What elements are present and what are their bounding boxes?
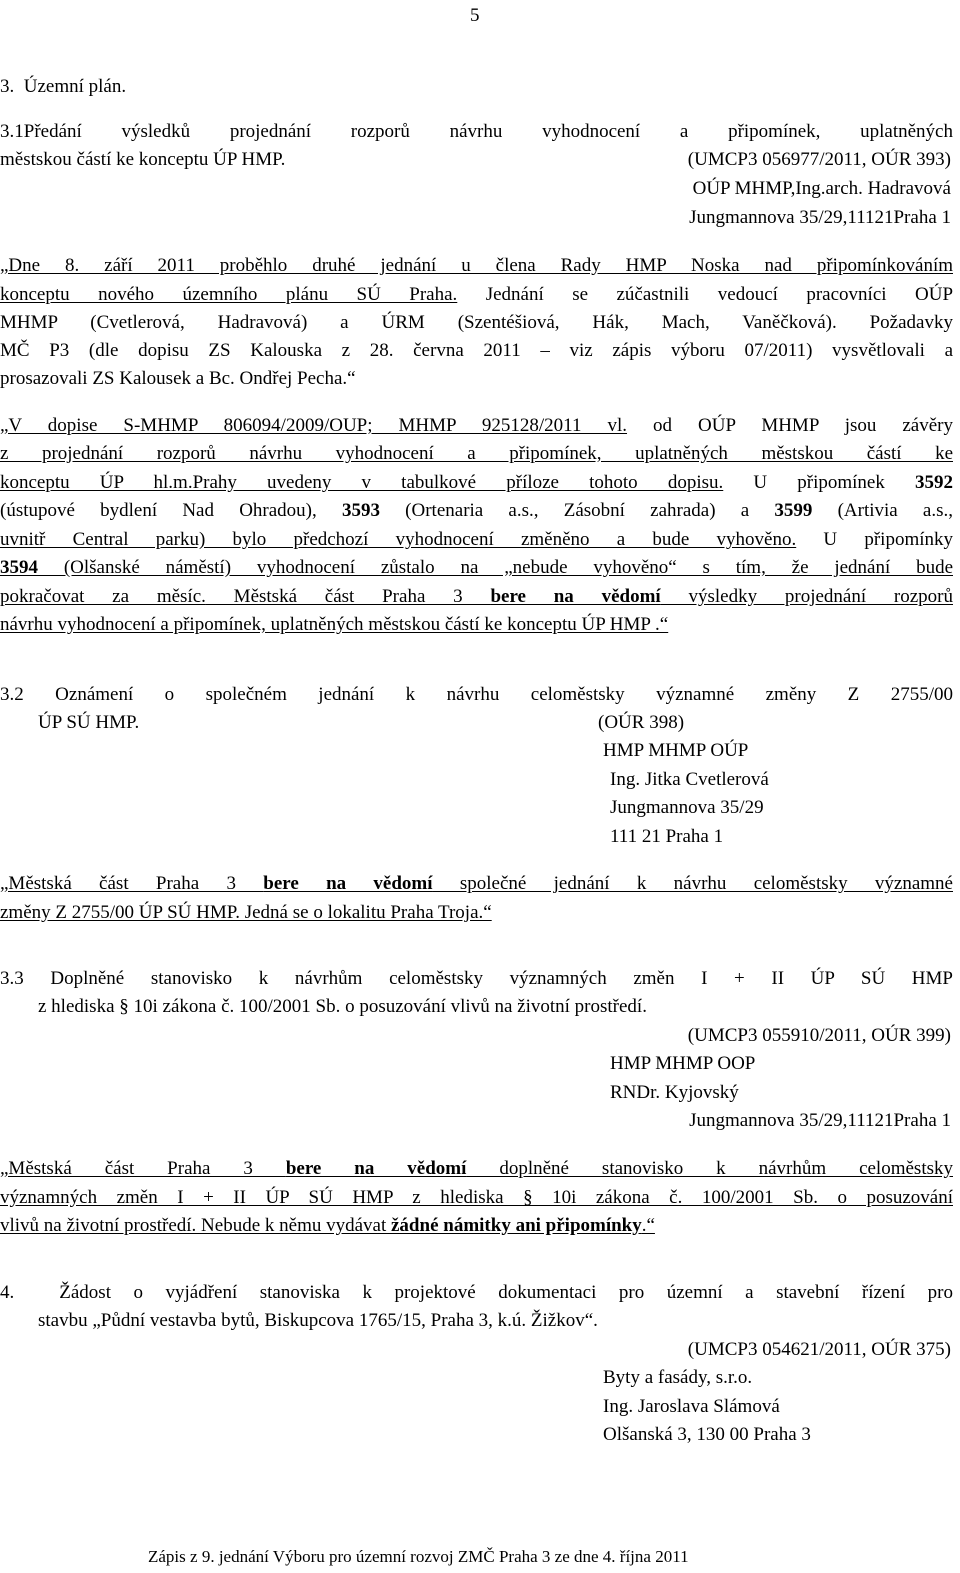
section4-address-street: Olšanská 3, 130 00 Praha 3 xyxy=(603,1424,811,1445)
text: (ústupové bydlení Nad Ohradou), xyxy=(0,500,342,521)
item31-para2-line xyxy=(0,499,953,523)
item33-para-line xyxy=(0,1157,953,1181)
underlined-text: „Dne 8. září 2011 proběhlo druhé jednání u člena Rady HMP Noska nad připomínkováním xyxy=(0,255,953,276)
section4-title: 4. Žádost o vyjádření stanoviska k projektové dokumentaci pro územní a stavební řízení pro xyxy=(0,1282,953,1303)
underlined-text: uvnitř Central parku) bylo předchozí vyhodnocení změněno a bude vyhověno. xyxy=(0,529,797,550)
item31-para2-line xyxy=(0,528,953,552)
item31-title-cont: městskou částí ke konceptu ÚP HMP. xyxy=(0,149,286,170)
underlined-text: .“ xyxy=(641,1215,655,1236)
item32-address-street: Jungmannova 35/29 xyxy=(610,797,764,818)
item31-para2-line xyxy=(0,556,953,580)
bold-number: 3592 xyxy=(915,472,953,493)
item31-address-office: OÚP MHMP,Ing.arch. Hadravová xyxy=(692,178,951,199)
bold-number: 3593 xyxy=(341,500,380,521)
page-footer: Zápis z 9. jednání Výboru pro územní rozvoj ZMČ Praha 3 ze dne 4. října 2011 xyxy=(148,1547,689,1566)
underlined-text: „Městská část Praha 3 xyxy=(0,873,264,894)
item33-reference: (UMCP3 055910/2011, OÚR 399) xyxy=(687,1025,951,1046)
item33-title: 3.3 Doplněné stanovisko k návrhům celoměstsky významných změn I + II ÚP SÚ HMP xyxy=(0,968,953,989)
section4-address-company: Byty a fasády, s.r.o. xyxy=(603,1367,753,1388)
bold-text: bere na vědomí xyxy=(285,1158,467,1179)
item33-title-cont: z hlediska § 10i zákona č. 100/2001 Sb. o posuzování vlivů na životní prostředí. xyxy=(38,996,647,1017)
item32-address-city: 111 21 Praha 1 xyxy=(610,826,724,847)
section-heading: 3. Územní plán. xyxy=(0,76,127,97)
item31-para1-line: MČ P3 (dle dopisu ZS Kalouska z 28. června 2011 – viz zápis výboru 07/2011) vysvětlovali a xyxy=(0,340,953,361)
bold-text: bere na vědomí xyxy=(263,873,433,894)
section4-title-cont: stavbu „Půdní vestavba bytů, Biskupcova 1765/15, Praha 3, k.ú. Žižkov“. xyxy=(38,1310,598,1331)
underlined-text: doplněné stanovisko k návrhům celoměstsky xyxy=(466,1158,953,1179)
text: U připomínek xyxy=(723,472,915,493)
underlined-text: z projednání rozporů návrhu vyhodnocení a připomínek, uplatněných městskou částí ke xyxy=(0,443,953,464)
item33-address-name: RNDr. Kyjovský xyxy=(610,1082,739,1103)
text: od OÚP MHMP jsou závěry xyxy=(627,415,953,436)
item32-para-line xyxy=(0,901,492,925)
text: Jednání se zúčastnili vedoucí pracovníci OÚP xyxy=(457,284,954,305)
item31-para1-line xyxy=(0,283,953,307)
item32-title: 3.2 Oznámení o společném jednání k návrhu celoměstsky významné změny Z 2755/00 xyxy=(0,684,953,705)
item31-title: 3.1Předání výsledků projednání rozporů návrhu vyhodnocení a připomínek, uplatněných xyxy=(0,121,953,142)
bold-text: žádné námitky ani připomínky xyxy=(391,1215,642,1236)
item33-address-office: HMP MHMP OOP xyxy=(610,1053,756,1074)
item33-para-line xyxy=(0,1186,953,1210)
item31-para2-line xyxy=(0,613,668,637)
underlined-text: (Olšanské náměstí) vyhodnocení zůstalo na „nebude vyhověno“ s tím, že jednání bude xyxy=(38,557,953,578)
item31-para2-line xyxy=(0,442,953,466)
underlined-text: pokračovat za měsíc. xyxy=(0,586,206,607)
item31-para1-line xyxy=(0,254,953,278)
underlined-text: vlivů na životní prostředí. Nebude k němu vydávat xyxy=(0,1215,391,1236)
item32-address-office: HMP MHMP OÚP xyxy=(603,740,749,761)
underlined-text: Městská část Praha 3 xyxy=(205,586,491,607)
item33-para-line xyxy=(0,1214,655,1238)
item32-title-cont: ÚP SÚ HMP. xyxy=(38,712,140,733)
item32-para-line xyxy=(0,872,953,896)
item31-para1-line: prosazovali ZS Kalousek a Bc. Ondřej Pecha.“ xyxy=(0,368,356,389)
item33-address-street: Jungmannova 35/29,11121Praha 1 xyxy=(689,1110,951,1131)
bold-text: bere na vědomí xyxy=(490,586,661,607)
underlined-text: „V dopise S-MHMP 806094/2009/OUP; MHMP 925128/2011 vl. xyxy=(0,415,628,436)
text: (Ortenaria a.s., Zásobní zahrada) a xyxy=(379,500,775,521)
text: (Artivia a.s., xyxy=(812,500,954,521)
underlined-text: „Městská část Praha 3 xyxy=(0,1158,286,1179)
underlined-text: změny Z 2755/00 ÚP SÚ HMP. Jedná se o lokalitu Praha Troja.“ xyxy=(0,902,492,923)
underlined-text: výsledky projednání rozporů xyxy=(660,586,953,607)
bold-number: 3594 xyxy=(0,557,38,578)
underlined-text: návrhu vyhodnocení a připomínek, uplatněných městskou částí ke konceptu ÚP HMP .“ xyxy=(0,614,669,635)
item31-para1-line: MHMP (Cvetlerová, Hadravová) a ÚRM (Szentéšiová, Hák, Mach, Vaněčková). Požadavky xyxy=(0,312,953,333)
item31-reference: (UMCP3 056977/2011, OÚR 393) xyxy=(687,149,951,170)
section4-address-name: Ing. Jaroslava Slámová xyxy=(603,1396,780,1417)
item32-address-name: Ing. Jitka Cvetlerová xyxy=(610,769,769,790)
underlined-text: konceptu nového územního plánu SÚ Praha. xyxy=(0,284,458,305)
section4-reference: (UMCP3 054621/2011, OÚR 375) xyxy=(687,1339,951,1360)
item31-para2-line xyxy=(0,471,953,495)
text: U připomínky xyxy=(796,529,953,550)
item31-address-street: Jungmannova 35/29,11121Praha 1 xyxy=(689,207,951,228)
bold-number: 3599 xyxy=(774,500,813,521)
item31-para2-line xyxy=(0,414,953,438)
underlined-text: společné jednání k návrhu celoměstsky významné xyxy=(432,873,953,894)
underlined-text: konceptu ÚP hl.m.Prahy uvedeny v tabulkové příloze tohoto dopisu. xyxy=(0,472,724,493)
page-number: 5 xyxy=(470,5,480,26)
underlined-text: významných změn I + II ÚP SÚ HMP z hlediska § 10i zákona č. 100/2001 Sb. o posuzování xyxy=(0,1187,953,1208)
item31-para2-line xyxy=(0,585,953,609)
item32-reference: (OÚR 398) xyxy=(598,712,685,733)
